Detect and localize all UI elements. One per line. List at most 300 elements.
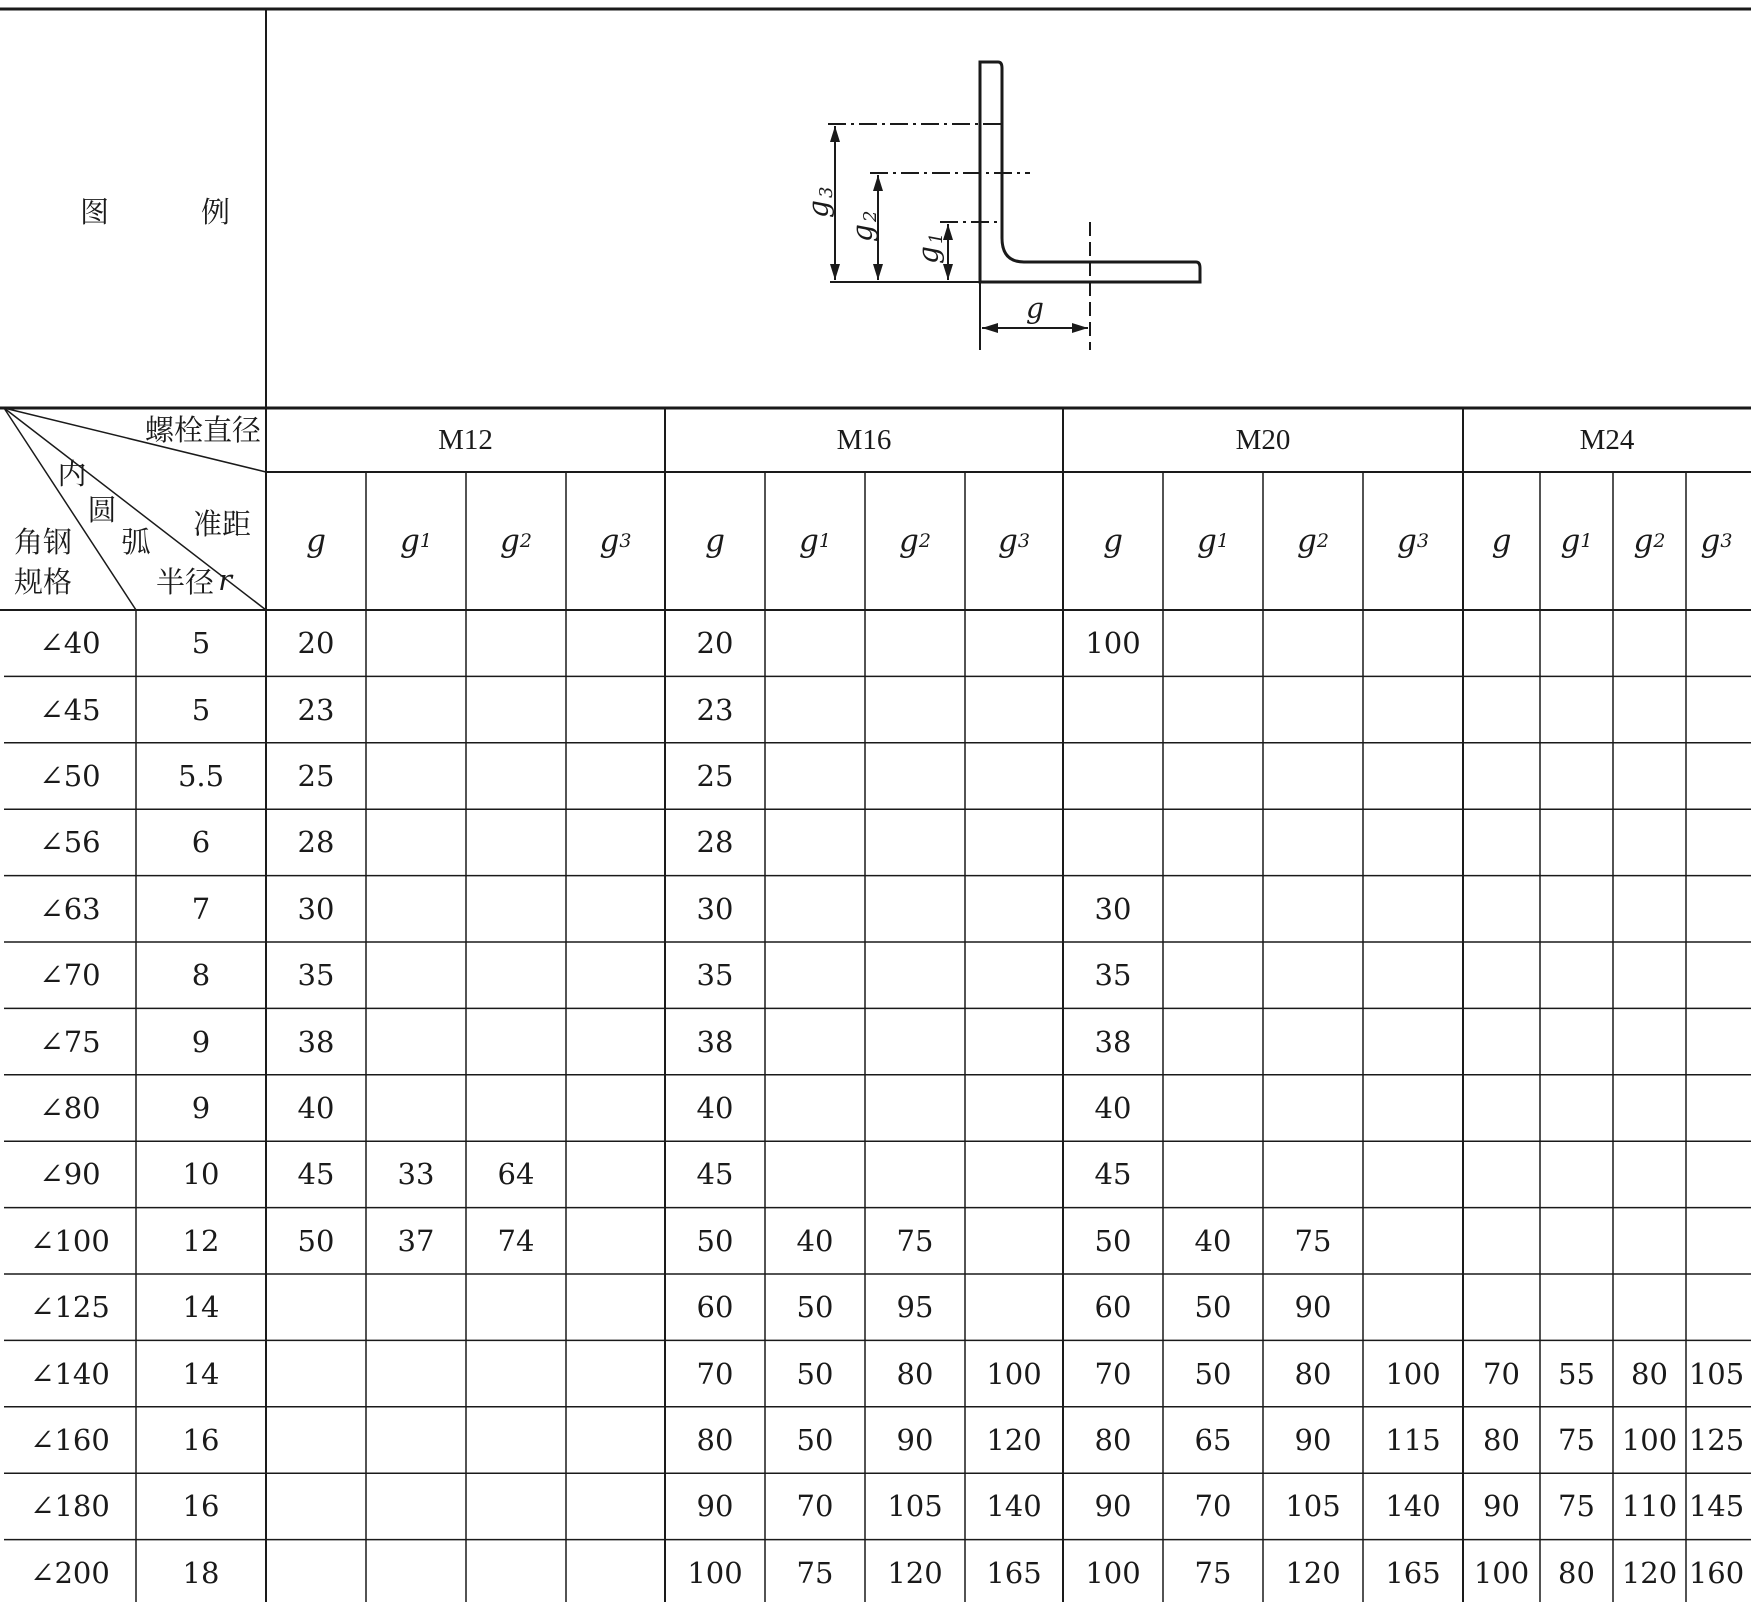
value-cell — [366, 1340, 466, 1406]
value-cell: 75 — [1294, 1223, 1332, 1258]
value-cell: 100 — [687, 1555, 743, 1590]
value-cell: 50 — [796, 1422, 834, 1457]
value-cell — [1063, 676, 1163, 742]
value-cell: 50 — [796, 1290, 834, 1325]
value-cell — [965, 1008, 1063, 1074]
value-cell: 25 — [696, 758, 734, 793]
value-cell: 145 — [1688, 1489, 1745, 1524]
value-cell: 37 — [397, 1223, 435, 1258]
angle-spec-cell: ∠125 — [30, 1290, 110, 1325]
value-cell — [765, 876, 865, 942]
angle-spec-cell: ∠75 — [39, 1024, 101, 1059]
value-cell: 75 — [796, 1555, 834, 1590]
angle-spec-cell: ∠63 — [39, 891, 101, 926]
radius-cell: 9 — [191, 1090, 211, 1125]
corner-angle-spec-2: 规格 — [13, 564, 72, 599]
radius-cell: 14 — [182, 1356, 220, 1391]
value-cell — [1263, 610, 1363, 676]
value-cell — [566, 809, 665, 875]
legend-label-right: 例 — [200, 194, 230, 229]
radius-cell: 16 — [182, 1489, 220, 1524]
value-cell — [1363, 743, 1463, 809]
radius-cell: 7 — [191, 891, 211, 926]
value-cell — [1540, 876, 1613, 942]
subscript: 1 — [1580, 530, 1593, 552]
radius-cell: 5 — [191, 692, 211, 727]
value-cell — [1613, 809, 1686, 875]
value-cell — [566, 1407, 665, 1473]
value-cell: 80 — [896, 1356, 934, 1391]
value-cell — [466, 1540, 566, 1606]
value-cell: 80 — [1483, 1422, 1520, 1457]
value-cell — [366, 809, 466, 875]
value-cell: 60 — [696, 1290, 734, 1325]
value-cell — [1463, 1075, 1540, 1141]
value-cell — [366, 1473, 466, 1539]
value-cell — [865, 809, 965, 875]
value-cell: 35 — [696, 958, 734, 993]
value-cell — [965, 942, 1063, 1008]
radius-cell: 18 — [182, 1555, 220, 1590]
value-cell — [466, 1340, 566, 1406]
value-cell — [965, 876, 1063, 942]
value-cell — [266, 1274, 366, 1340]
value-cell — [366, 1008, 466, 1074]
value-cell: 20 — [297, 626, 335, 661]
subscript: 2 — [1653, 530, 1666, 552]
corner-radius — [134, 560, 254, 600]
radius-cell: 9 — [191, 1024, 211, 1059]
value-cell: 80 — [1294, 1356, 1332, 1391]
value-cell — [566, 1340, 665, 1406]
value-cell — [1363, 1008, 1463, 1074]
radius-cell: 14 — [182, 1290, 220, 1325]
value-cell — [366, 676, 466, 742]
value-cell — [1540, 610, 1613, 676]
value-cell — [1463, 809, 1540, 875]
value-cell: 74 — [497, 1223, 535, 1258]
dim-label-g1: g — [912, 246, 945, 264]
value-cell — [1686, 1141, 1747, 1207]
value-cell — [266, 1340, 366, 1406]
value-cell — [1686, 1075, 1747, 1141]
gauge-col-m16-g3: g 3 — [998, 523, 1030, 559]
value-cell — [466, 1473, 566, 1539]
value-cell — [1163, 942, 1263, 1008]
subscript: 2 — [1316, 530, 1329, 552]
value-cell: 120 — [1621, 1555, 1678, 1590]
subscript: 3 — [619, 530, 632, 552]
value-cell — [366, 1075, 466, 1141]
value-cell: 60 — [1094, 1290, 1132, 1325]
value-cell — [466, 676, 566, 742]
value-cell: 40 — [1194, 1223, 1232, 1258]
value-cell: 100 — [1385, 1356, 1441, 1391]
value-cell — [1540, 743, 1613, 809]
value-cell — [566, 1208, 665, 1274]
legend-label-left: 图 — [80, 194, 110, 229]
value-cell: 75 — [896, 1223, 934, 1258]
value-cell — [765, 1075, 865, 1141]
radius-cell: 12 — [182, 1223, 220, 1258]
value-cell: 120 — [887, 1555, 943, 1590]
value-cell: 45 — [297, 1157, 335, 1192]
value-cell — [566, 1274, 665, 1340]
value-cell: 30 — [297, 891, 335, 926]
value-cell — [1686, 1274, 1747, 1340]
value-cell: 35 — [1094, 958, 1132, 993]
angle-spec-cell: ∠56 — [39, 825, 101, 860]
value-cell — [1363, 1075, 1463, 1141]
value-cell — [1163, 743, 1263, 809]
subscript: 3 — [1416, 530, 1429, 552]
value-cell — [1613, 1208, 1686, 1274]
corner-gauge: 准距 — [192, 506, 251, 541]
value-cell: 25 — [297, 758, 335, 793]
corner-inner-char-3: 弧 — [121, 524, 151, 559]
value-cell — [765, 809, 865, 875]
value-cell — [366, 876, 466, 942]
value-cell: 40 — [796, 1223, 834, 1258]
value-cell: 100 — [1473, 1555, 1530, 1590]
value-cell — [1613, 1274, 1686, 1340]
corner-inner-char-2: 圆 — [87, 492, 117, 527]
value-cell: 70 — [1194, 1489, 1232, 1524]
value-cell — [1063, 743, 1163, 809]
gauge-col-m24-g: g — [1491, 523, 1512, 559]
subscript: 1 — [1216, 530, 1229, 552]
value-cell — [1263, 809, 1363, 875]
corner-radius-symbol: r — [218, 563, 232, 597]
angle-spec-cell: ∠90 — [39, 1157, 101, 1192]
gauge-col-m20-g: g — [1103, 523, 1123, 559]
value-cell — [1613, 942, 1686, 1008]
value-cell: 38 — [1094, 1024, 1132, 1059]
value-cell — [1540, 1008, 1613, 1074]
value-cell: 90 — [1094, 1489, 1132, 1524]
value-cell — [1163, 1008, 1263, 1074]
dim-label-g2-sub: 2 — [860, 210, 881, 222]
radius-cell: 6 — [191, 825, 211, 860]
value-cell: 100 — [1621, 1422, 1678, 1457]
dim-label-g3-sub: 3 — [816, 186, 837, 198]
value-cell — [566, 1141, 665, 1207]
value-cell: 165 — [1385, 1555, 1441, 1590]
angle-spec-cell: ∠100 — [30, 1223, 110, 1258]
value-cell — [1063, 809, 1163, 875]
value-cell: 165 — [986, 1555, 1042, 1590]
value-cell — [765, 1141, 865, 1207]
value-cell: 70 — [1094, 1356, 1132, 1391]
value-cell — [1686, 676, 1747, 742]
value-cell — [1463, 743, 1540, 809]
value-cell: 105 — [1285, 1489, 1341, 1524]
gauge-col-m16-g1: g 1 — [799, 523, 831, 559]
value-cell — [1686, 743, 1747, 809]
value-cell: 80 — [1094, 1422, 1132, 1457]
value-cell — [1163, 610, 1263, 676]
value-cell: 95 — [896, 1290, 934, 1325]
value-cell: 125 — [1688, 1422, 1745, 1457]
subscript: 2 — [519, 530, 532, 552]
value-cell — [1463, 676, 1540, 742]
value-cell: 33 — [397, 1157, 435, 1192]
value-cell — [765, 676, 865, 742]
value-cell: 38 — [297, 1024, 335, 1059]
value-cell — [1686, 1208, 1747, 1274]
corner-radius-label: 半径 — [156, 564, 215, 599]
corner-angle-spec-1: 角钢 — [13, 524, 72, 559]
value-cell — [865, 1008, 965, 1074]
value-cell — [1613, 610, 1686, 676]
value-cell: 70 — [1483, 1356, 1520, 1391]
angle-spec-cell: ∠45 — [39, 692, 101, 727]
value-cell: 80 — [1558, 1555, 1595, 1590]
value-cell — [366, 1540, 466, 1606]
value-cell: 90 — [1294, 1422, 1332, 1457]
value-cell: 140 — [1385, 1489, 1441, 1524]
subscript: 3 — [1017, 530, 1030, 552]
dim-label-g2: g — [846, 224, 879, 242]
value-cell: 40 — [696, 1090, 734, 1125]
value-cell: 75 — [1558, 1422, 1595, 1457]
value-cell: 40 — [1094, 1090, 1132, 1125]
gauge-col-m20-g2: g 2 — [1297, 523, 1329, 559]
value-cell — [1613, 1141, 1686, 1207]
value-cell — [466, 1008, 566, 1074]
corner-bolt-diameter: 螺栓直径 — [144, 412, 261, 447]
value-cell — [366, 1274, 466, 1340]
subscript: 1 — [818, 530, 831, 552]
value-cell — [1540, 676, 1613, 742]
value-cell — [1540, 809, 1613, 875]
value-cell — [1686, 942, 1747, 1008]
value-cell — [1263, 876, 1363, 942]
value-cell: 65 — [1194, 1422, 1232, 1457]
value-cell — [566, 1075, 665, 1141]
value-cell: 115 — [1385, 1422, 1441, 1457]
value-cell — [466, 876, 566, 942]
angle-spec-cell: ∠80 — [39, 1090, 101, 1125]
value-cell — [865, 1141, 965, 1207]
angle-spec-cell: ∠160 — [30, 1422, 110, 1457]
value-cell — [965, 743, 1063, 809]
value-cell — [865, 1075, 965, 1141]
gauge-col-m12-g1: g 1 — [400, 523, 432, 559]
value-cell — [1686, 610, 1747, 676]
value-cell — [865, 610, 965, 676]
radius-cell: 5 — [191, 626, 211, 661]
value-cell: 80 — [696, 1422, 734, 1457]
value-cell — [1686, 876, 1747, 942]
value-cell — [1613, 676, 1686, 742]
value-cell — [1540, 1141, 1613, 1207]
value-cell: 23 — [297, 692, 335, 727]
value-cell: 35 — [297, 958, 335, 993]
bolt-group-m12: M12 — [438, 423, 493, 456]
value-cell: 50 — [796, 1356, 834, 1391]
value-cell: 50 — [696, 1223, 734, 1258]
value-cell — [1263, 743, 1363, 809]
value-cell — [466, 610, 566, 676]
value-cell: 50 — [1094, 1223, 1132, 1258]
angle-spec-cell: ∠50 — [39, 758, 101, 793]
value-cell — [366, 610, 466, 676]
subscript: 3 — [1720, 530, 1733, 552]
value-cell: 38 — [696, 1024, 734, 1059]
value-cell — [1463, 610, 1540, 676]
value-cell — [1463, 942, 1540, 1008]
value-cell — [266, 1540, 366, 1606]
value-cell: 90 — [696, 1489, 734, 1524]
value-cell: 28 — [696, 825, 734, 860]
value-cell — [1463, 1141, 1540, 1207]
value-cell: 105 — [1688, 1356, 1745, 1391]
value-cell: 120 — [1285, 1555, 1341, 1590]
value-cell — [1540, 942, 1613, 1008]
gauge-col-m24-g1: g 1 — [1560, 523, 1593, 559]
angle-spec-cell: ∠70 — [39, 958, 101, 993]
value-cell — [1613, 876, 1686, 942]
value-cell: 23 — [696, 692, 734, 727]
value-cell — [1363, 676, 1463, 742]
angle-spec-cell: ∠180 — [30, 1489, 110, 1524]
value-cell — [566, 743, 665, 809]
gauge-col-m12-g2: g 2 — [500, 523, 532, 559]
value-cell — [266, 1407, 366, 1473]
value-cell — [1263, 1075, 1363, 1141]
value-cell — [466, 942, 566, 1008]
value-cell — [466, 1274, 566, 1340]
value-cell — [1613, 1008, 1686, 1074]
value-cell — [1363, 876, 1463, 942]
value-cell — [1540, 1208, 1613, 1274]
gauge-col-m12-g3: g 3 — [599, 523, 632, 559]
value-cell — [566, 942, 665, 1008]
value-cell: 55 — [1558, 1356, 1595, 1391]
radius-cell: 16 — [182, 1422, 220, 1457]
value-cell — [466, 1075, 566, 1141]
value-cell — [566, 876, 665, 942]
value-cell — [566, 1008, 665, 1074]
value-cell — [1686, 809, 1747, 875]
corner-inner-char-1: 内 — [57, 456, 87, 491]
value-cell — [266, 1473, 366, 1539]
value-cell — [1363, 1141, 1463, 1207]
value-cell: 110 — [1621, 1489, 1678, 1524]
value-cell — [1463, 1274, 1540, 1340]
value-cell — [566, 1540, 665, 1606]
angle-spec-cell: ∠140 — [30, 1356, 110, 1391]
dim-label-g: g — [1026, 292, 1044, 325]
value-cell — [1540, 1274, 1613, 1340]
value-cell — [1263, 676, 1363, 742]
value-cell — [466, 809, 566, 875]
value-cell: 100 — [986, 1356, 1042, 1391]
value-cell — [1540, 1075, 1613, 1141]
value-cell: 105 — [887, 1489, 943, 1524]
value-cell — [1163, 876, 1263, 942]
value-cell: 75 — [1558, 1489, 1595, 1524]
value-cell: 30 — [1094, 891, 1132, 926]
value-cell — [865, 942, 965, 1008]
value-cell — [1163, 809, 1263, 875]
value-cell — [466, 743, 566, 809]
value-cell — [366, 942, 466, 1008]
value-cell — [765, 743, 865, 809]
gauge-col-m16-g2: g 2 — [899, 523, 931, 559]
value-cell — [366, 1407, 466, 1473]
value-cell — [1363, 1208, 1463, 1274]
gauge-col-m24-g2: g 2 — [1633, 523, 1666, 559]
value-cell — [965, 1208, 1063, 1274]
value-cell — [865, 676, 965, 742]
value-cell — [865, 743, 965, 809]
radius-cell: 10 — [182, 1157, 220, 1192]
gauge-col-m20-g1: g 1 — [1197, 523, 1229, 559]
angle-spec-cell: ∠200 — [30, 1555, 110, 1590]
value-cell — [366, 743, 466, 809]
value-cell: 45 — [696, 1157, 734, 1192]
value-cell — [965, 676, 1063, 742]
bolt-group-m20: M20 — [1235, 423, 1291, 456]
value-cell: 140 — [986, 1489, 1042, 1524]
value-cell: 45 — [1094, 1157, 1132, 1192]
value-cell: 70 — [696, 1356, 734, 1391]
value-cell — [566, 1473, 665, 1539]
value-cell — [1263, 1141, 1363, 1207]
value-cell — [865, 876, 965, 942]
value-cell — [1686, 1008, 1747, 1074]
value-cell — [965, 1075, 1063, 1141]
dim-label-g1-sub: 1 — [926, 232, 947, 244]
subscript: 1 — [419, 530, 432, 552]
subscript: 2 — [918, 530, 931, 552]
value-cell — [1263, 942, 1363, 1008]
value-cell — [965, 809, 1063, 875]
gauge-col-m24-g3: g 3 — [1700, 523, 1733, 559]
value-cell: 28 — [297, 825, 335, 860]
value-cell: 120 — [986, 1422, 1042, 1457]
value-cell — [765, 1008, 865, 1074]
value-cell: 75 — [1194, 1555, 1232, 1590]
value-cell: 80 — [1631, 1356, 1668, 1391]
value-cell — [566, 610, 665, 676]
gauge-col-m16-g: g — [705, 523, 725, 559]
value-cell — [765, 942, 865, 1008]
value-cell — [1463, 876, 1540, 942]
bolt-group-m24: M24 — [1579, 423, 1635, 456]
value-cell — [965, 610, 1063, 676]
value-cell: 50 — [297, 1223, 335, 1258]
value-cell: 50 — [1194, 1290, 1232, 1325]
value-cell: 100 — [1085, 626, 1141, 661]
value-cell: 160 — [1688, 1555, 1745, 1590]
value-cell — [1613, 1075, 1686, 1141]
value-cell: 30 — [696, 891, 734, 926]
value-cell — [1163, 1141, 1263, 1207]
value-cell — [1163, 676, 1263, 742]
value-cell — [466, 1407, 566, 1473]
value-cell: 90 — [896, 1422, 934, 1457]
value-cell — [566, 676, 665, 742]
value-cell: 90 — [1294, 1290, 1332, 1325]
value-cell: 100 — [1085, 1555, 1141, 1590]
radius-cell: 5.5 — [177, 758, 225, 793]
value-cell — [965, 1141, 1063, 1207]
value-cell — [1363, 809, 1463, 875]
radius-cell: 8 — [191, 958, 211, 993]
